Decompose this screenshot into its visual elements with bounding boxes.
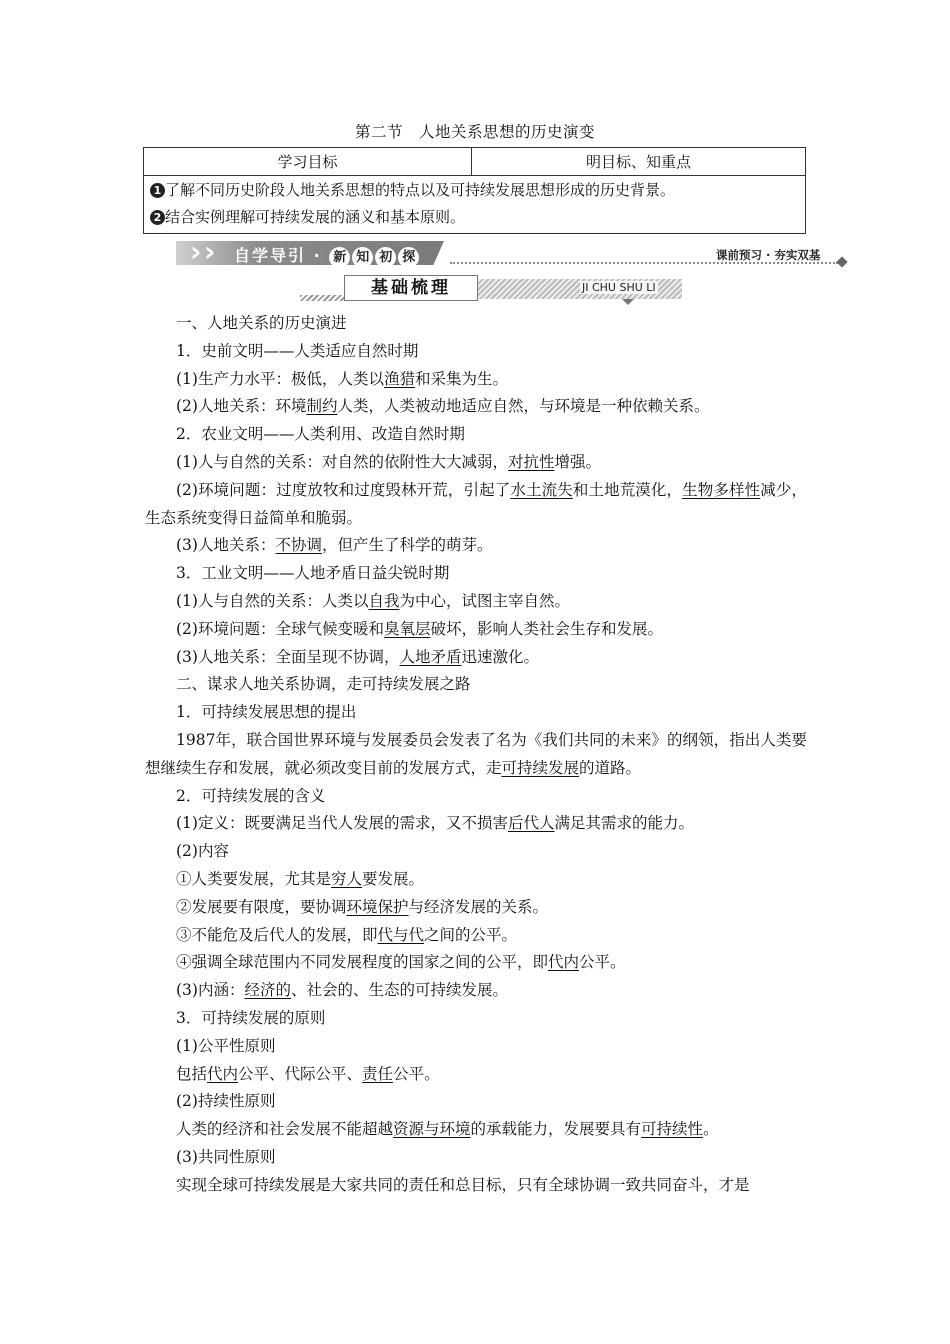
answer-blank: 后代人 (507, 814, 555, 833)
text-run: 人类，人类被动地适应自然，与环境是一种依赖关系。 (337, 397, 710, 416)
text-run: 公平。 (579, 953, 626, 972)
paragraph (145, 922, 807, 950)
text-run: 3．工业文明——人地矛盾日益尖锐时期 (176, 564, 450, 583)
banner-circle-char: 初 (375, 247, 396, 268)
paragraph (145, 532, 807, 560)
paragraph (145, 421, 807, 449)
text-run: 2．可持续发展的含义 (176, 786, 326, 805)
text-run: (2)持续性原则 (176, 1092, 276, 1111)
paragraph (145, 1144, 807, 1172)
paragraph (145, 616, 807, 644)
paragraph (145, 866, 807, 894)
answer-blank: 代与代 (377, 925, 425, 944)
text-run: 1．史前文明——人类适应自然时期 (176, 341, 419, 360)
paragraph (145, 588, 807, 616)
paragraph (145, 1061, 807, 1089)
answer-blank: 环境保护 (346, 897, 409, 916)
answer-blank: 生物多样性 (682, 480, 761, 499)
answer-blank: 穷人 (331, 869, 363, 888)
learning-goals-table (143, 147, 806, 234)
text-run: (3)共同性原则 (176, 1147, 276, 1166)
paragraph (145, 449, 807, 477)
paragraph (145, 949, 807, 977)
text-run: (1)人与自然的关系：对自然的依附性大大减弱， (176, 452, 508, 471)
text-run: (1)公平性原则 (176, 1036, 276, 1055)
answer-blank: 对抗性 (507, 452, 555, 471)
goals-header-col1: 学习目标 (144, 148, 472, 176)
subsection-heading (300, 275, 682, 302)
banner-circle-char: 新 (329, 247, 350, 268)
answer-blank: 经济的 (244, 981, 291, 1000)
text-run: (2)环境问题：过度放牧和过度毁林开荒，引起了 (176, 480, 511, 499)
paragraph (145, 310, 807, 338)
triangle-down-icon (622, 299, 634, 305)
chevron-right-icon: › (204, 235, 216, 268)
paragraph (145, 560, 807, 588)
subsection-english: JI CHU SHU LI (582, 281, 656, 294)
text-run: 的道路。 (579, 758, 642, 777)
answer-blank: 可持续发展 (501, 758, 580, 777)
answer-blank: 可持续性 (641, 1120, 704, 1139)
paragraph (145, 810, 807, 838)
text-run: ，但产生了科学的萌芽。 (321, 536, 493, 555)
body-text (145, 310, 807, 1200)
text-run: ③不能危及后代人的发展，即 (176, 925, 378, 944)
text-run: (1)定义：既要满足当代人发展的需求，又不损害 (176, 814, 508, 833)
paragraph (145, 1033, 807, 1061)
banner-heading (234, 243, 421, 268)
text-run: 公平、代际公平、 (238, 1064, 363, 1083)
text-run: (3)人地关系： (176, 536, 276, 555)
text-run: 、社会的、生态的可持续发展。 (290, 981, 508, 1000)
paragraph (145, 1116, 807, 1144)
diamond-icon (836, 256, 847, 267)
text-run: 满足其需求的能力。 (554, 814, 694, 833)
text-run: 与经济发展的关系。 (408, 897, 549, 916)
goals-list (144, 176, 806, 234)
subsection-title: 基础梳理 (344, 275, 478, 301)
answer-blank: 自我 (368, 591, 400, 610)
text-run: 为中心，试图主宰自然。 (399, 591, 570, 610)
text-run: 的承载能力，发展要具有 (470, 1120, 642, 1139)
text-run: 包括 (176, 1064, 208, 1083)
answer-blank: 制约 (306, 397, 338, 416)
answer-blank: 渔猎 (383, 369, 415, 388)
text-run: 之间的公平。 (424, 925, 518, 944)
goal-item (150, 204, 799, 231)
answer-blank: 资源与环境 (393, 1120, 471, 1139)
goal-number-badge: 2 (150, 210, 165, 225)
text-run: 增强。 (554, 452, 601, 471)
answer-blank: 臭氧层 (383, 619, 431, 638)
answer-blank: 不协调 (275, 536, 322, 555)
goal-text: 了解不同历史阶段人地关系思想的特点以及可持续发展思想形成的历史背景。 (165, 181, 676, 199)
text-run: ①人类要发展，尤其是 (176, 869, 332, 888)
paragraph (145, 1088, 807, 1116)
text-run: 1．可持续发展思想的提出 (176, 703, 357, 722)
text-run: 和土地荒漠化， (572, 480, 683, 499)
text-run: (2)内容 (176, 842, 229, 861)
text-run: 公平。 (393, 1064, 440, 1083)
paragraph (145, 783, 807, 811)
text-run: 减少，生态系统变得日益简单和脆弱。 (145, 480, 807, 527)
goal-number-badge: 1 (150, 183, 165, 198)
text-run: ④强调全球范围内不同发展程度的国家之间的公平，即 (176, 953, 549, 972)
text-run: (3)内涵： (176, 981, 245, 1000)
banner-circle-char: 探 (398, 247, 419, 268)
text-run: 2．农业文明——人类利用、改造自然时期 (176, 425, 465, 444)
paragraph (145, 393, 807, 421)
paragraph (145, 838, 807, 866)
paragraph (145, 1005, 807, 1033)
answer-blank: 代内 (207, 1064, 239, 1083)
answer-blank: 人地矛盾 (399, 647, 462, 666)
paragraph (145, 644, 807, 672)
text-run: 一、人地关系的历史演进 (176, 314, 347, 332)
section-title: 第二节 人地关系思想的历史演变 (354, 123, 595, 141)
goals-header-col2: 明目标、知重点 (472, 148, 806, 176)
text-run: 实现全球可持续发展是大家共同的责任和总目标，只有全球协调一致共同奋斗，才是 (176, 1175, 750, 1194)
text-run: ②发展要有限度，要协调 (176, 897, 347, 916)
goal-text: 结合实例理解可持续发展的涵义和基本原则。 (165, 208, 466, 226)
text-run: 。 (703, 1120, 719, 1139)
answer-blank: 责任 (362, 1064, 394, 1083)
text-run: 迅速激化。 (461, 647, 539, 666)
paragraph (145, 727, 807, 783)
text-run: (1)人与自然的关系：人类以 (176, 591, 369, 610)
chevron-right-icon: › (190, 235, 202, 268)
paragraph (145, 671, 807, 699)
paragraph (145, 338, 807, 366)
text-run: (2)人地关系：环境 (176, 397, 307, 416)
goal-item (150, 177, 799, 204)
banner-dot: · (313, 246, 322, 265)
paragraph (145, 894, 807, 922)
text-run: 人类的经济和社会发展不能超越 (176, 1120, 394, 1139)
paragraph (145, 366, 807, 394)
text-run: 3．可持续发展的原则 (176, 1008, 326, 1027)
banner-right-text: 课前预习 · 夯实双基 (716, 248, 821, 262)
text-run: 破坏，影响人类社会生存和发展。 (430, 619, 663, 638)
self-study-banner (176, 235, 446, 268)
hatch-decoration (300, 295, 344, 301)
paragraph (145, 977, 807, 1005)
text-run: 要发展。 (362, 869, 425, 888)
text-run: (2)环境问题：全球气候变暖和 (176, 619, 384, 638)
banner-left-text: 自学导引 (234, 246, 307, 265)
answer-blank: 水土流失 (510, 480, 573, 499)
paragraph (145, 1172, 807, 1200)
paragraph (145, 699, 807, 727)
text-run: (3)人地关系：全面呈现不协调， (176, 647, 400, 666)
text-run: (1)生产力水平：极低，人类以 (176, 369, 384, 388)
banner-circle-char: 知 (352, 247, 373, 268)
paragraph (145, 477, 807, 533)
text-run: 1987年，联合国世界环境与发展委员会发表了名为《我们共同的未来》的纲领，指出人类要想继续生存和发展，就必须改变目前的发展方式，走 (145, 730, 807, 777)
text-run: 二、谋求人地关系协调，走可持续发展之路 (176, 675, 471, 694)
text-run: 和采集为生。 (414, 369, 508, 388)
answer-blank: 代内 (548, 953, 580, 972)
